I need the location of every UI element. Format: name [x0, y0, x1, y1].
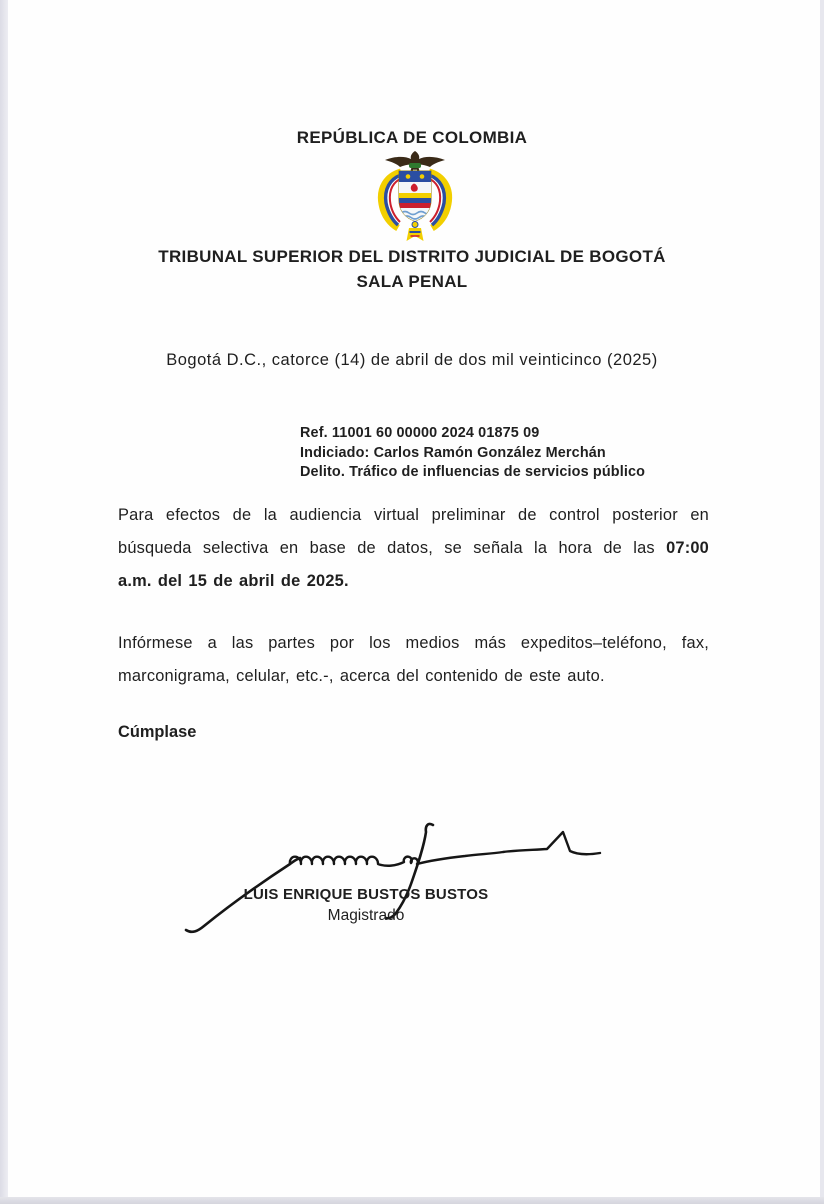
republic-title: REPÚBLICA DE COLOMBIA [296, 128, 528, 147]
signatory-name: LUIS ENRIQUE BUSTOS BUSTOS [243, 886, 489, 903]
signatory-title: Magistrado [327, 907, 405, 924]
signature-scrawl-icon [140, 798, 700, 958]
paragraph-hearing [118, 499, 709, 598]
paragraph-line: Infórmese a las partes por los medios más expeditos–teléfono, fax, [118, 634, 709, 652]
scan-edge-right [820, 0, 824, 1204]
paragraph-line: Para efectos de la audiencia virtual preliminar de control posterior en [118, 506, 709, 524]
scan-edge-bottom [0, 1197, 824, 1204]
reference-delito: Delito. Tráfico de influencias de servicios público [300, 464, 646, 480]
paragraph-line: búsqueda selectiva en base de datos, se señala la hora de las 07:00 [118, 539, 709, 557]
reference-block [300, 424, 645, 483]
chamber-title: SALA PENAL [356, 272, 468, 291]
paragraph-line: marconigrama, celular, etc.-, acerca del contenido de este auto. [118, 667, 605, 685]
paragraph-notify [118, 627, 709, 693]
reference-indiciado: Indiciado: Carlos Ramón González Merchán [300, 444, 606, 461]
colombia-coat-of-arms-icon [365, 150, 465, 247]
tribunal-title: TRIBUNAL SUPERIOR DEL DISTRITO JUDICIAL DE BOGOTÁ [158, 247, 666, 266]
paragraph-line: a.m. del 15 de abril de 2025. [118, 572, 349, 590]
order-cumplase: Cúmplase [118, 723, 197, 741]
reference-number: Ref. 11001 60 00000 2024 01875 09 [300, 425, 540, 441]
dateline: Bogotá D.C., catorce (14) de abril de dos mil veinticinco (2025) [166, 351, 658, 369]
scan-edge-left [0, 0, 8, 1204]
signature-block [140, 798, 740, 973]
